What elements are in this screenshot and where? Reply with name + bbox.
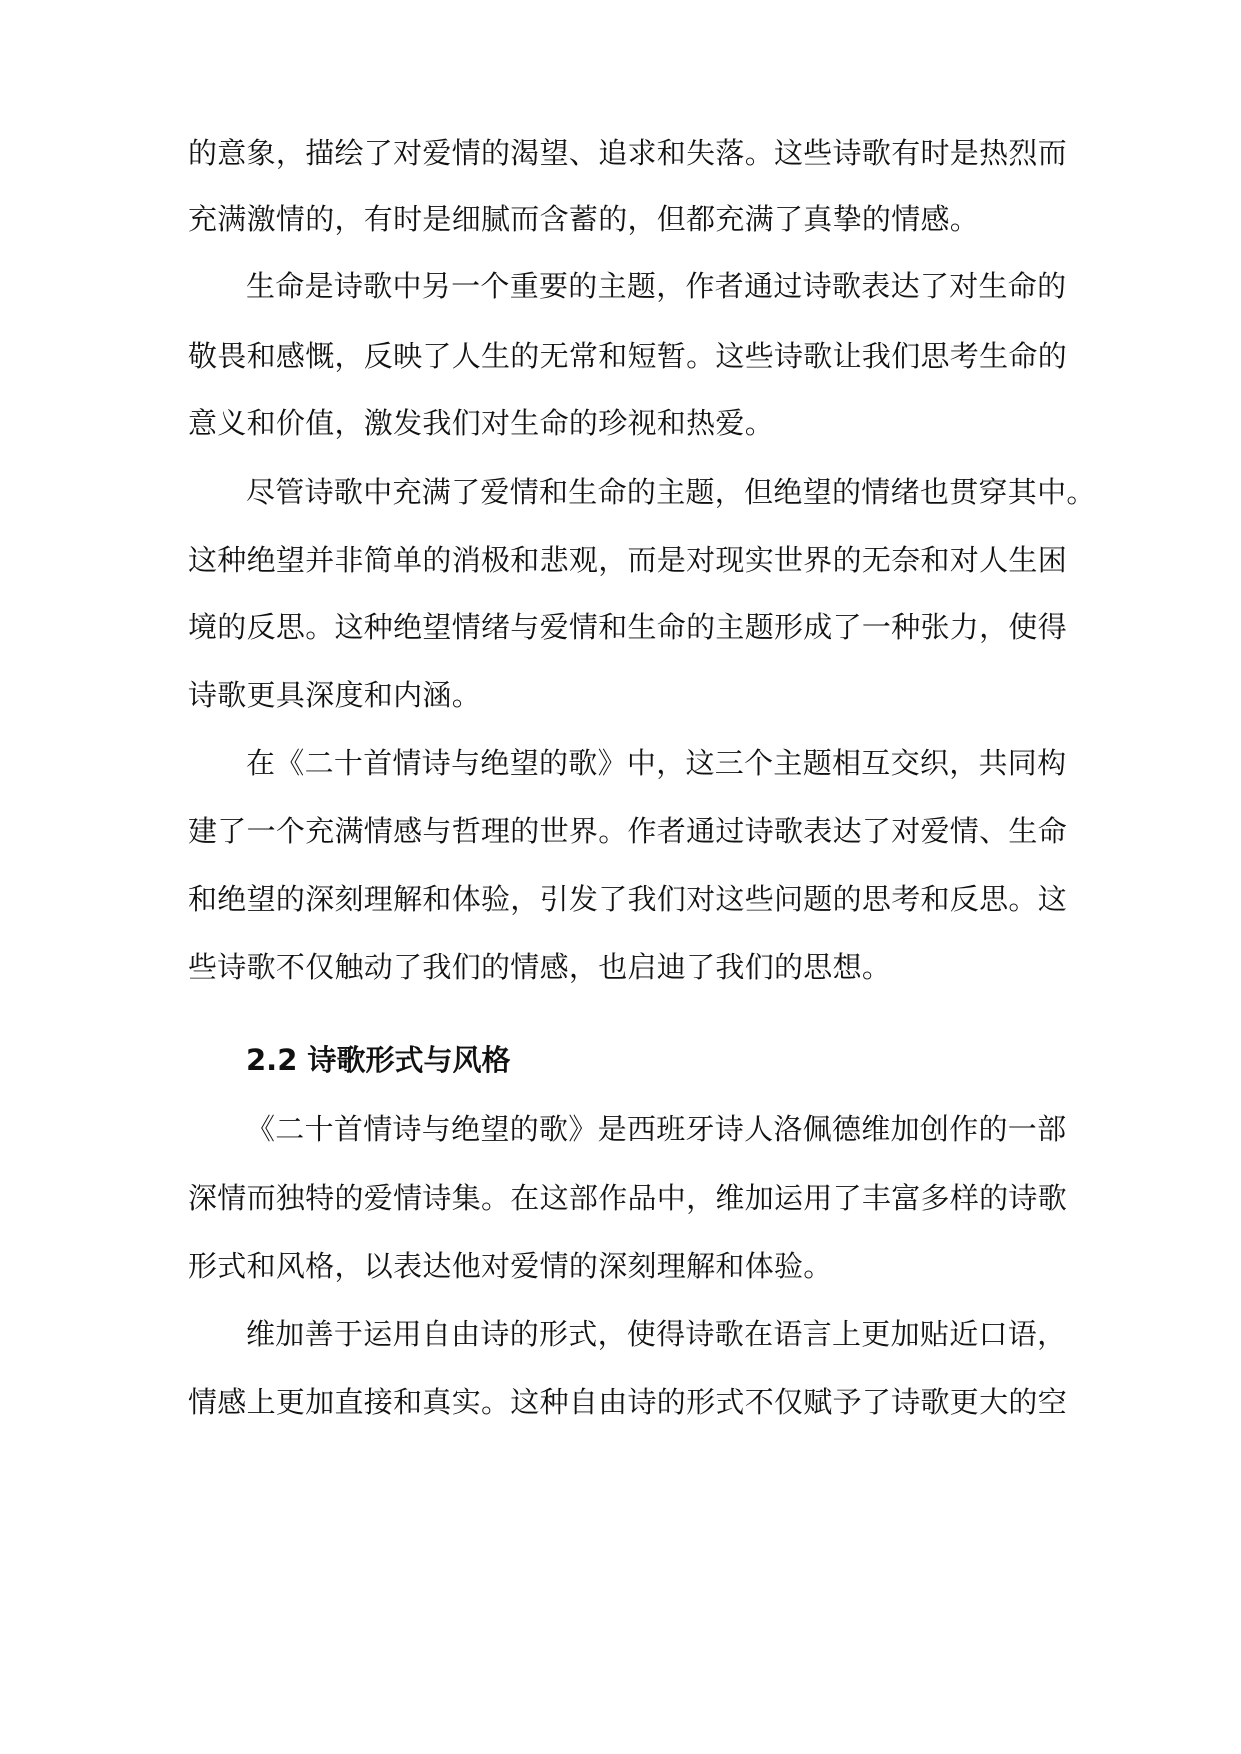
paragraph-1-line-1: 的意象，描绘了对爱情的渴望、追求和失落。这些诗歌有时是热烈而 <box>188 136 1068 170</box>
paragraph-3-line-3: 境的反思。这种绝望情绪与爱情和生命的主题形成了一种张力，使得 <box>188 610 1068 644</box>
paragraph-4-line-1: 在《二十首情诗与绝望的歌》中，这三个主题相互交织，共同构 <box>246 746 1067 780</box>
paragraph-4-line-4: 些诗歌不仅触动了我们的情感，也启迪了我们的思想。 <box>188 950 892 984</box>
paragraph-2-line-2: 敬畏和感慨，反映了人生的无常和短暂。这些诗歌让我们思考生命的 <box>188 339 1068 373</box>
section-paragraph-2-line-1: 维加善于运用自由诗的形式，使得诗歌在语言上更加贴近口语， <box>246 1317 1067 1351</box>
section-paragraph-1-line-1: 《二十首情诗与绝望的歌》是西班牙诗人洛佩德维加创作的一部 <box>246 1112 1067 1146</box>
paragraph-3-line-2: 这种绝望并非简单的消极和悲观，而是对现实世界的无奈和对人生困 <box>188 543 1068 577</box>
section-paragraph-1-line-2: 深情而独特的爱情诗集。在这部作品中，维加运用了丰富多样的诗歌 <box>188 1181 1068 1215</box>
paragraph-2-line-1: 生命是诗歌中另一个重要的主题，作者通过诗歌表达了对生命的 <box>246 269 1067 303</box>
paragraph-1-line-2: 充满激情的，有时是细腻而含蓄的，但都充满了真挚的情感。 <box>188 202 980 236</box>
paragraph-2-line-3: 意义和价值，激发我们对生命的珍视和热爱。 <box>188 406 775 440</box>
section-paragraph-2-line-2: 情感上更加直接和真实。这种自由诗的形式不仅赋予了诗歌更大的空 <box>188 1385 1068 1419</box>
paragraph-3-line-1: 尽管诗歌中充满了爱情和生命的主题，但绝望的情绪也贯穿其中。 <box>246 475 1096 509</box>
paragraph-4-line-2: 建了一个充满情感与哲理的世界。作者通过诗歌表达了对爱情、生命 <box>188 814 1068 848</box>
section-heading: 2.2 诗歌形式与风格 <box>246 1043 511 1077</box>
paragraph-4-line-3: 和绝望的深刻理解和体验，引发了我们对这些问题的思考和反思。这 <box>188 882 1068 916</box>
paragraph-3-line-4: 诗歌更具深度和内涵。 <box>188 678 482 712</box>
section-paragraph-1-line-3: 形式和风格，以表达他对爱情的深刻理解和体验。 <box>188 1249 833 1283</box>
